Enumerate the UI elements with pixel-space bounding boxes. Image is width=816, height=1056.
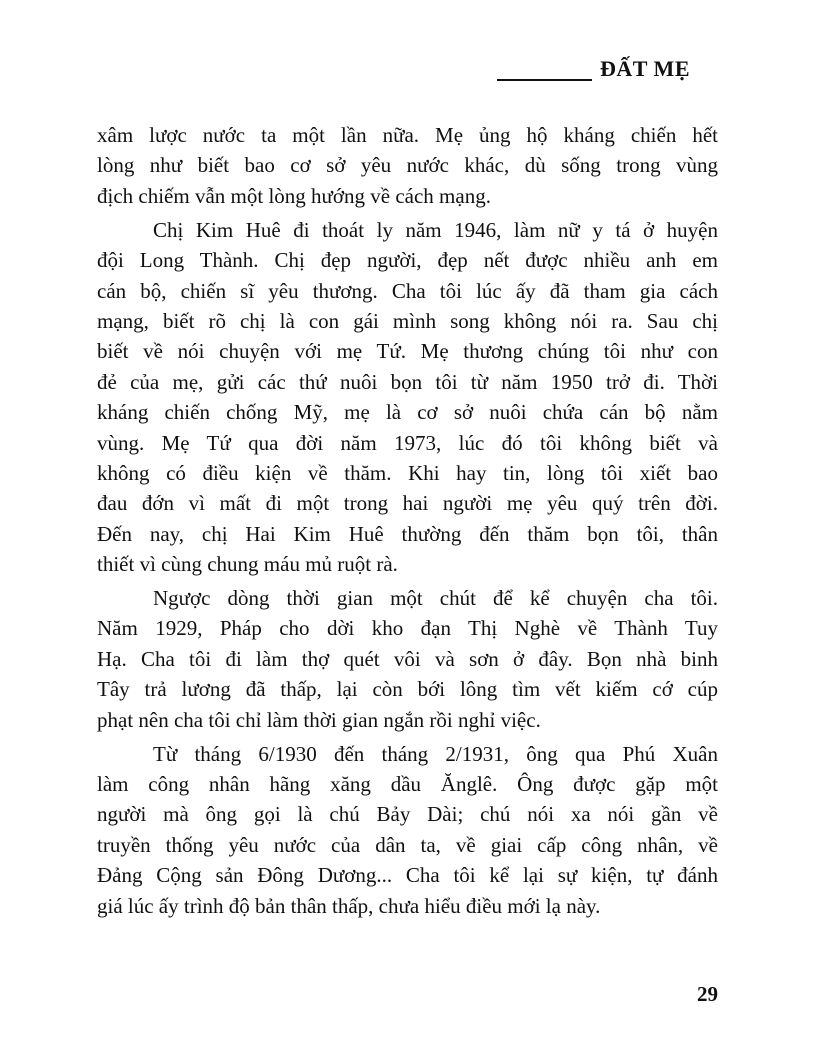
text-line: Tây trả lương đã thấp, lại còn bới lông tìm vết kiếm cớ cúp — [97, 677, 718, 702]
text-line: địch chiếm vẫn một lòng hướng về cách mạng. — [97, 183, 491, 208]
text-line: làm công nhân hãng xăng dầu Ănglê. Ông được gặp một — [97, 771, 718, 796]
text-line: mạng, biết rõ chị là con gái mình song không nói ra. Sau chị — [97, 308, 718, 333]
text-line: Hạ. Cha tôi đi làm thợ quét vôi và sơn ở đây. Bọn nhà binh — [97, 646, 718, 671]
paragraph — [97, 739, 718, 921]
text-line: Năm 1929, Pháp cho dời kho đạn Thị Nghè về Thành Tuy — [97, 616, 718, 641]
paragraph — [97, 215, 718, 580]
paragraph — [97, 120, 718, 211]
text-line: truyền thống yêu nước của dân ta, về giai cấp công nhân, về — [97, 832, 718, 857]
running-header — [497, 56, 717, 86]
text-line: đẻ của mẹ, gửi các thứ nuôi bọn tôi từ năm 1950 trở đi. Thời — [97, 369, 718, 394]
text-line: Ngược dòng thời gian một chút để kể chuyện cha tôi. — [153, 586, 718, 611]
text-line: đội Long Thành. Chị đẹp người, đẹp nết được nhiều anh em — [97, 248, 718, 273]
text-line: phạt nên cha tôi chỉ làm thời gian ngắn rồi nghỉ việc. — [97, 707, 541, 732]
text-line: vùng. Mẹ Tứ qua đời năm 1973, lúc đó tôi không biết và — [97, 430, 718, 455]
text-line: không có điều kiện về thăm. Khi hay tin, lòng tôi xiết bao — [97, 460, 718, 485]
text-line: xâm lược nước ta một lần nữa. Mẹ ủng hộ kháng chiến hết — [97, 123, 718, 147]
text-line: người mà ông gọi là chú Bảy Dài; chú nói xa nói gần về — [97, 802, 718, 827]
text-line: lòng như biết bao cơ sở yêu nước khác, dù sống trong vùng — [97, 153, 718, 178]
text-line: kháng chiến chống Mỹ, mẹ là cơ sở nuôi chứa cán bộ nằm — [97, 400, 718, 425]
text-line: giá lúc ấy trình độ bản thân thấp, chưa hiểu điều mới lạ này. — [97, 893, 601, 918]
text-line: Chị Kim Huê đi thoát ly năm 1946, làm nữ y tá ở huyện — [153, 217, 718, 242]
header-rule — [497, 79, 592, 81]
text-line: cán bộ, chiến sĩ yêu thương. Cha tôi lúc ấy đã tham gia cách — [97, 278, 718, 303]
text-line: Đảng Cộng sản Đông Dương... Cha tôi kể lại sự kiện, tự đánh — [97, 863, 718, 888]
text-line: biết về nói chuyện với mẹ Tứ. Mẹ thương chúng tôi như con — [97, 339, 718, 364]
text-line: đau đớn vì mất đi một trong hai người mẹ yêu quý trên đời. — [97, 491, 718, 516]
text-line: Đến nay, chị Hai Kim Huê thường đến thăm bọn tôi, thân — [97, 521, 718, 546]
text-line: Từ tháng 6/1930 đến tháng 2/1931, ông qua Phú Xuân — [153, 741, 718, 766]
page-number: 29 — [697, 982, 718, 1006]
text-line: thiết vì cùng chung máu mủ ruột rà. — [97, 552, 398, 577]
body-text — [97, 120, 718, 921]
header-title: ĐẤT MẸ — [600, 56, 690, 81]
paragraph — [97, 583, 718, 735]
